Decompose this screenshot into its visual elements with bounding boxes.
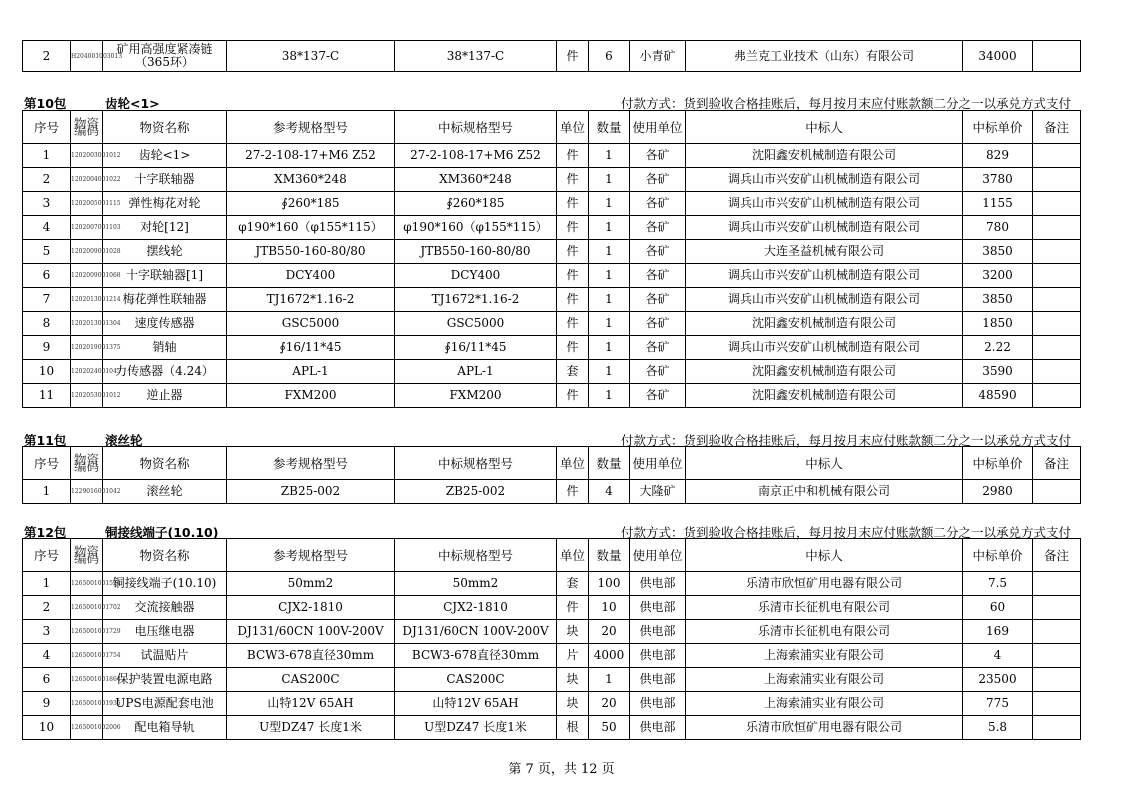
cell-note bbox=[1033, 192, 1081, 216]
cell-bid-spec: DJ131/60CN 100V-200V bbox=[395, 620, 557, 644]
cell-ref-spec: 山特12V 65AH bbox=[227, 692, 395, 716]
cell-bidder: 调兵山市兴安矿山机械制造有限公司 bbox=[686, 168, 963, 192]
table-row bbox=[23, 360, 1081, 384]
cell-ref-spec: FXM200 bbox=[227, 384, 395, 408]
cell-user: 大隆矿 bbox=[630, 480, 686, 504]
cell-bid-spec: TJ1672*1.16-2 bbox=[395, 288, 557, 312]
header-name: 物资名称 bbox=[103, 111, 227, 144]
cell-name: 摆线轮 bbox=[103, 240, 227, 264]
header-qty: 数量 bbox=[589, 539, 630, 572]
cell-bid-spec: BCW3-678直径30mm bbox=[395, 644, 557, 668]
table-row bbox=[23, 716, 1081, 740]
table-row bbox=[23, 336, 1081, 360]
cell-code: 1202024001045 bbox=[71, 360, 103, 384]
cell-note bbox=[1033, 716, 1081, 740]
table-row bbox=[23, 168, 1081, 192]
header-user: 使用单位 bbox=[630, 111, 686, 144]
cell-bid-spec: ∮260*185 bbox=[395, 192, 557, 216]
package-title: 齿轮<1> bbox=[105, 96, 160, 111]
header-unit: 单位 bbox=[557, 111, 589, 144]
cell-note bbox=[1033, 384, 1081, 408]
cell-bidder: 弗兰克工业技术（山东）有限公司 bbox=[686, 41, 963, 72]
cell-qty: 20 bbox=[589, 620, 630, 644]
cell-bidder: 乐清市欣恒矿用电器有限公司 bbox=[686, 716, 963, 740]
table-row bbox=[23, 480, 1081, 504]
carryover-table bbox=[22, 40, 1081, 72]
table-row bbox=[23, 312, 1081, 336]
cell-bid-spec: APL-1 bbox=[395, 360, 557, 384]
cell-price: 829 bbox=[963, 144, 1033, 168]
cell-bidder: 上海索浦实业有限公司 bbox=[686, 692, 963, 716]
cell-qty: 4 bbox=[589, 480, 630, 504]
cell-no: 4 bbox=[23, 644, 71, 668]
cell-user: 各矿 bbox=[630, 168, 686, 192]
cell-unit: 件 bbox=[557, 168, 589, 192]
cell-no: 10 bbox=[23, 360, 71, 384]
cell-name: 力传感器（4.24） bbox=[103, 360, 227, 384]
cell-bidder: 南京正中和机械有限公司 bbox=[686, 480, 963, 504]
cell-ref-spec: TJ1672*1.16-2 bbox=[227, 288, 395, 312]
cell-note bbox=[1033, 336, 1081, 360]
cell-price: 3850 bbox=[963, 240, 1033, 264]
cell-ref-spec: XM360*248 bbox=[227, 168, 395, 192]
cell-price: 775 bbox=[963, 692, 1033, 716]
header-price: 中标单价 bbox=[963, 447, 1033, 480]
cell-user: 各矿 bbox=[630, 336, 686, 360]
cell-note bbox=[1033, 216, 1081, 240]
cell-unit: 套 bbox=[557, 360, 589, 384]
header-note: 备注 bbox=[1033, 539, 1081, 572]
cell-code: 1265001001702 bbox=[71, 596, 103, 620]
cell-price: 1850 bbox=[963, 312, 1033, 336]
cell-no: 4 bbox=[23, 216, 71, 240]
table-row bbox=[23, 264, 1081, 288]
cell-bid-spec: 山特12V 65AH bbox=[395, 692, 557, 716]
table-row bbox=[23, 240, 1081, 264]
cell-code: 1265001002006 bbox=[71, 716, 103, 740]
cell-code: 1202003001012 bbox=[71, 144, 103, 168]
table-row bbox=[23, 41, 1081, 72]
cell-unit: 根 bbox=[557, 716, 589, 740]
header-price: 中标单价 bbox=[963, 539, 1033, 572]
cell-unit: 件 bbox=[557, 264, 589, 288]
package-title: 滚丝轮 bbox=[105, 433, 143, 448]
table-row bbox=[23, 620, 1081, 644]
package-label: 第12包 bbox=[24, 525, 67, 540]
cell-user: 供电部 bbox=[630, 596, 686, 620]
cell-price: 1155 bbox=[963, 192, 1033, 216]
cell-note bbox=[1033, 288, 1081, 312]
cell-note bbox=[1033, 620, 1081, 644]
cell-name: 铜接线端子(10.10) bbox=[103, 572, 227, 596]
cell-qty: 1 bbox=[589, 312, 630, 336]
cell-no: 9 bbox=[23, 692, 71, 716]
cell-ref-spec: DJ131/60CN 100V-200V bbox=[227, 620, 395, 644]
cell-unit: 件 bbox=[557, 312, 589, 336]
cell-price: 48590 bbox=[963, 384, 1033, 408]
header-bid-spec: 中标规格型号 bbox=[395, 447, 557, 480]
cell-bid-spec: U型DZ47 长度1米 bbox=[395, 716, 557, 740]
cell-name: UPS电源配套电池 bbox=[103, 692, 227, 716]
cell-unit: 件 bbox=[557, 41, 589, 72]
cell-bid-spec: φ190*160（φ155*115） bbox=[395, 216, 557, 240]
package-title: 铜接线端子(10.10) bbox=[105, 525, 219, 540]
table-row bbox=[23, 692, 1081, 716]
cell-ref-spec: 50mm2 bbox=[227, 572, 395, 596]
cell-no: 10 bbox=[23, 716, 71, 740]
package-table bbox=[22, 110, 1081, 408]
cell-code: 1265001001524 bbox=[71, 572, 103, 596]
cell-ref-spec: BCW3-678直径30mm bbox=[227, 644, 395, 668]
cell-bidder: 沈阳鑫安机械制造有限公司 bbox=[686, 312, 963, 336]
cell-bidder: 沈阳鑫安机械制造有限公司 bbox=[686, 144, 963, 168]
cell-name: 速度传感器 bbox=[103, 312, 227, 336]
cell-name: 梅花弹性联轴器 bbox=[103, 288, 227, 312]
header-no: 序号 bbox=[23, 447, 71, 480]
cell-price: 23500 bbox=[963, 668, 1033, 692]
cell-code: 1202019001375 bbox=[71, 336, 103, 360]
cell-qty: 1 bbox=[589, 360, 630, 384]
table-header-row bbox=[23, 111, 1081, 144]
table-row bbox=[23, 644, 1081, 668]
cell-no: 9 bbox=[23, 336, 71, 360]
cell-price: 169 bbox=[963, 620, 1033, 644]
header-name: 物资名称 bbox=[103, 447, 227, 480]
header-bid-spec: 中标规格型号 bbox=[395, 111, 557, 144]
header-bid-spec: 中标规格型号 bbox=[395, 539, 557, 572]
cell-qty: 1 bbox=[589, 264, 630, 288]
cell-name: 销轴 bbox=[103, 336, 227, 360]
cell-qty: 1 bbox=[589, 144, 630, 168]
cell-code: 1202013001214 bbox=[71, 288, 103, 312]
cell-code: 1265001001754 bbox=[71, 644, 103, 668]
header-bidder: 中标人 bbox=[686, 447, 963, 480]
cell-ref-spec: APL-1 bbox=[227, 360, 395, 384]
cell-user: 供电部 bbox=[630, 668, 686, 692]
cell-no: 3 bbox=[23, 192, 71, 216]
cell-bidder: 上海索浦实业有限公司 bbox=[686, 644, 963, 668]
cell-note bbox=[1033, 572, 1081, 596]
cell-bid-spec: JTB550-160-80/80 bbox=[395, 240, 557, 264]
table-row bbox=[23, 288, 1081, 312]
cell-bidder: 调兵山市兴安矿山机械制造有限公司 bbox=[686, 192, 963, 216]
cell-ref-spec: GSC5000 bbox=[227, 312, 395, 336]
cell-unit: 件 bbox=[557, 144, 589, 168]
cell-name: 十字联轴器 bbox=[103, 168, 227, 192]
cell-ref-spec: ∮260*185 bbox=[227, 192, 395, 216]
cell-bid-spec: CJX2-1810 bbox=[395, 596, 557, 620]
cell-bid-spec: 38*137-C bbox=[395, 41, 557, 72]
cell-note bbox=[1033, 312, 1081, 336]
header-qty: 数量 bbox=[589, 111, 630, 144]
cell-unit: 套 bbox=[557, 572, 589, 596]
cell-unit: 件 bbox=[557, 192, 589, 216]
cell-code: 1229016001042 bbox=[71, 480, 103, 504]
cell-user: 各矿 bbox=[630, 192, 686, 216]
cell-bid-spec: GSC5000 bbox=[395, 312, 557, 336]
cell-user: 小青矿 bbox=[630, 41, 686, 72]
cell-user: 各矿 bbox=[630, 240, 686, 264]
cell-qty: 1 bbox=[589, 384, 630, 408]
cell-no: 2 bbox=[23, 168, 71, 192]
cell-user: 供电部 bbox=[630, 692, 686, 716]
cell-note bbox=[1033, 264, 1081, 288]
header-bidder: 中标人 bbox=[686, 539, 963, 572]
cell-price: 780 bbox=[963, 216, 1033, 240]
package-label: 第11包 bbox=[24, 433, 67, 448]
cell-no: 2 bbox=[23, 41, 71, 72]
cell-unit: 件 bbox=[557, 216, 589, 240]
cell-qty: 4000 bbox=[589, 644, 630, 668]
cell-name: 配电箱导轨 bbox=[103, 716, 227, 740]
cell-ref-spec: ∮16/11*45 bbox=[227, 336, 395, 360]
cell-note bbox=[1033, 692, 1081, 716]
cell-code: H204001003013 bbox=[71, 41, 103, 72]
cell-note bbox=[1033, 360, 1081, 384]
cell-qty: 1 bbox=[589, 216, 630, 240]
table-header-row bbox=[23, 447, 1081, 480]
cell-unit: 块 bbox=[557, 620, 589, 644]
cell-ref-spec: φ190*160（φ155*115） bbox=[227, 216, 395, 240]
cell-unit: 件 bbox=[557, 240, 589, 264]
cell-name: 滚丝轮 bbox=[103, 480, 227, 504]
cell-price: 5.8 bbox=[963, 716, 1033, 740]
cell-qty: 6 bbox=[589, 41, 630, 72]
cell-name: 齿轮<1> bbox=[103, 144, 227, 168]
cell-name: 电压继电器 bbox=[103, 620, 227, 644]
table-header-row bbox=[23, 539, 1081, 572]
cell-name: 对轮[12] bbox=[103, 216, 227, 240]
cell-bid-spec: ZB25-002 bbox=[395, 480, 557, 504]
cell-no: 6 bbox=[23, 264, 71, 288]
cell-code: 1265001001935 bbox=[71, 692, 103, 716]
cell-note bbox=[1033, 144, 1081, 168]
cell-ref-spec: ZB25-002 bbox=[227, 480, 395, 504]
cell-user: 各矿 bbox=[630, 144, 686, 168]
header-ref-spec: 参考规格型号 bbox=[227, 447, 395, 480]
payment-terms: 付款方式：货到验收合格挂账后，每月按月末应付账款额二分之一以承兑方式支付 bbox=[620, 433, 1071, 448]
cell-note bbox=[1033, 668, 1081, 692]
cell-no: 1 bbox=[23, 572, 71, 596]
header-user: 使用单位 bbox=[630, 539, 686, 572]
cell-qty: 20 bbox=[589, 692, 630, 716]
cell-user: 各矿 bbox=[630, 360, 686, 384]
page-footer: 第 7 页，共 12 页 bbox=[508, 762, 615, 777]
header-note: 备注 bbox=[1033, 111, 1081, 144]
cell-qty: 1 bbox=[589, 668, 630, 692]
cell-user: 各矿 bbox=[630, 288, 686, 312]
cell-note bbox=[1033, 480, 1081, 504]
cell-bidder: 调兵山市兴安矿山机械制造有限公司 bbox=[686, 288, 963, 312]
header-bidder: 中标人 bbox=[686, 111, 963, 144]
cell-bidder: 乐清市长征机电有限公司 bbox=[686, 620, 963, 644]
cell-bidder: 调兵山市兴安矿山机械制造有限公司 bbox=[686, 336, 963, 360]
cell-no: 1 bbox=[23, 480, 71, 504]
cell-bidder: 沈阳鑫安机械制造有限公司 bbox=[686, 384, 963, 408]
table-row bbox=[23, 572, 1081, 596]
cell-no: 7 bbox=[23, 288, 71, 312]
cell-bidder: 沈阳鑫安机械制造有限公司 bbox=[686, 360, 963, 384]
cell-name: 十字联轴器[1] bbox=[103, 264, 227, 288]
cell-bidder: 乐清市长征机电有限公司 bbox=[686, 596, 963, 620]
cell-name: 弹性梅花对轮 bbox=[103, 192, 227, 216]
cell-ref-spec: JTB550-160-80/80 bbox=[227, 240, 395, 264]
cell-code: 1202013001304 bbox=[71, 312, 103, 336]
cell-note bbox=[1033, 41, 1081, 72]
header-user: 使用单位 bbox=[630, 447, 686, 480]
cell-unit: 件 bbox=[557, 336, 589, 360]
cell-price: 4 bbox=[963, 644, 1033, 668]
cell-bid-spec: 27-2-108-17+M6 Z52 bbox=[395, 144, 557, 168]
header-unit: 单位 bbox=[557, 539, 589, 572]
cell-ref-spec: CAS200C bbox=[227, 668, 395, 692]
cell-code: 1202007001103 bbox=[71, 216, 103, 240]
cell-user: 各矿 bbox=[630, 216, 686, 240]
header-qty: 数量 bbox=[589, 447, 630, 480]
cell-code: 1265001001729 bbox=[71, 620, 103, 644]
cell-price: 34000 bbox=[963, 41, 1033, 72]
cell-user: 供电部 bbox=[630, 620, 686, 644]
header-unit: 单位 bbox=[557, 447, 589, 480]
cell-qty: 1 bbox=[589, 336, 630, 360]
cell-bid-spec: 50mm2 bbox=[395, 572, 557, 596]
cell-name: 逆止器 bbox=[103, 384, 227, 408]
cell-note bbox=[1033, 596, 1081, 620]
cell-user: 供电部 bbox=[630, 572, 686, 596]
header-code: 物资编码 bbox=[71, 447, 103, 480]
cell-code: 1202053001012 bbox=[71, 384, 103, 408]
cell-code: 1202005001115 bbox=[71, 192, 103, 216]
cell-no: 1 bbox=[23, 144, 71, 168]
cell-ref-spec: CJX2-1810 bbox=[227, 596, 395, 620]
table-row bbox=[23, 144, 1081, 168]
cell-name: 矿用高强度紧凑链（365环） bbox=[103, 41, 227, 72]
cell-price: 3780 bbox=[963, 168, 1033, 192]
cell-bidder: 乐清市欣恒矿用电器有限公司 bbox=[686, 572, 963, 596]
header-code: 物资编码 bbox=[71, 539, 103, 572]
cell-no: 6 bbox=[23, 668, 71, 692]
cell-qty: 50 bbox=[589, 716, 630, 740]
cell-ref-spec: 27-2-108-17+M6 Z52 bbox=[227, 144, 395, 168]
header-ref-spec: 参考规格型号 bbox=[227, 539, 395, 572]
cell-ref-spec: DCY400 bbox=[227, 264, 395, 288]
cell-bid-spec: DCY400 bbox=[395, 264, 557, 288]
cell-price: 2980 bbox=[963, 480, 1033, 504]
header-price: 中标单价 bbox=[963, 111, 1033, 144]
cell-price: 60 bbox=[963, 596, 1033, 620]
cell-unit: 件 bbox=[557, 384, 589, 408]
cell-note bbox=[1033, 168, 1081, 192]
header-ref-spec: 参考规格型号 bbox=[227, 111, 395, 144]
cell-code: 1265001001864 bbox=[71, 668, 103, 692]
table-row bbox=[23, 384, 1081, 408]
cell-user: 各矿 bbox=[630, 384, 686, 408]
cell-unit: 片 bbox=[557, 644, 589, 668]
table-row bbox=[23, 596, 1081, 620]
cell-qty: 1 bbox=[589, 192, 630, 216]
cell-qty: 100 bbox=[589, 572, 630, 596]
cell-user: 供电部 bbox=[630, 644, 686, 668]
cell-ref-spec: 38*137-C bbox=[227, 41, 395, 72]
cell-bid-spec: ∮16/11*45 bbox=[395, 336, 557, 360]
cell-bid-spec: XM360*248 bbox=[395, 168, 557, 192]
cell-bidder: 调兵山市兴安矿山机械制造有限公司 bbox=[686, 264, 963, 288]
cell-price: 3590 bbox=[963, 360, 1033, 384]
cell-unit: 块 bbox=[557, 692, 589, 716]
cell-bid-spec: FXM200 bbox=[395, 384, 557, 408]
cell-bid-spec: CAS200C bbox=[395, 668, 557, 692]
cell-qty: 1 bbox=[589, 240, 630, 264]
cell-price: 3200 bbox=[963, 264, 1033, 288]
cell-bidder: 上海索浦实业有限公司 bbox=[686, 668, 963, 692]
cell-price: 3850 bbox=[963, 288, 1033, 312]
cell-note bbox=[1033, 644, 1081, 668]
header-note: 备注 bbox=[1033, 447, 1081, 480]
cell-no: 3 bbox=[23, 620, 71, 644]
cell-no: 8 bbox=[23, 312, 71, 336]
cell-unit: 件 bbox=[557, 288, 589, 312]
cell-name: 试温贴片 bbox=[103, 644, 227, 668]
cell-qty: 1 bbox=[589, 288, 630, 312]
table-row bbox=[23, 216, 1081, 240]
cell-name: 保护装置电源电路 bbox=[103, 668, 227, 692]
cell-code: 1202004001022 bbox=[71, 168, 103, 192]
cell-user: 各矿 bbox=[630, 264, 686, 288]
cell-bidder: 大连圣益机械有限公司 bbox=[686, 240, 963, 264]
cell-code: 1202009001028 bbox=[71, 240, 103, 264]
header-code: 物资编码 bbox=[71, 111, 103, 144]
cell-ref-spec: U型DZ47 长度1米 bbox=[227, 716, 395, 740]
cell-user: 各矿 bbox=[630, 312, 686, 336]
cell-unit: 件 bbox=[557, 480, 589, 504]
header-no: 序号 bbox=[23, 539, 71, 572]
payment-terms: 付款方式：货到验收合格挂账后，每月按月末应付账款额二分之一以承兑方式支付 bbox=[620, 96, 1071, 111]
payment-terms: 付款方式：货到验收合格挂账后，每月按月末应付账款额二分之一以承兑方式支付 bbox=[620, 525, 1071, 540]
cell-code: 1202009001068 bbox=[71, 264, 103, 288]
cell-qty: 10 bbox=[589, 596, 630, 620]
cell-price: 7.5 bbox=[963, 572, 1033, 596]
cell-no: 11 bbox=[23, 384, 71, 408]
package-table bbox=[22, 446, 1081, 504]
cell-note bbox=[1033, 240, 1081, 264]
package-label: 第10包 bbox=[24, 96, 67, 111]
package-table bbox=[22, 538, 1081, 740]
cell-user: 供电部 bbox=[630, 716, 686, 740]
cell-no: 5 bbox=[23, 240, 71, 264]
cell-unit: 件 bbox=[557, 596, 589, 620]
cell-qty: 1 bbox=[589, 168, 630, 192]
table-row bbox=[23, 192, 1081, 216]
cell-price: 2.22 bbox=[963, 336, 1033, 360]
table-row bbox=[23, 668, 1081, 692]
cell-unit: 块 bbox=[557, 668, 589, 692]
cell-name: 交流接触器 bbox=[103, 596, 227, 620]
header-no: 序号 bbox=[23, 111, 71, 144]
cell-no: 2 bbox=[23, 596, 71, 620]
cell-bidder: 调兵山市兴安矿山机械制造有限公司 bbox=[686, 216, 963, 240]
header-name: 物资名称 bbox=[103, 539, 227, 572]
